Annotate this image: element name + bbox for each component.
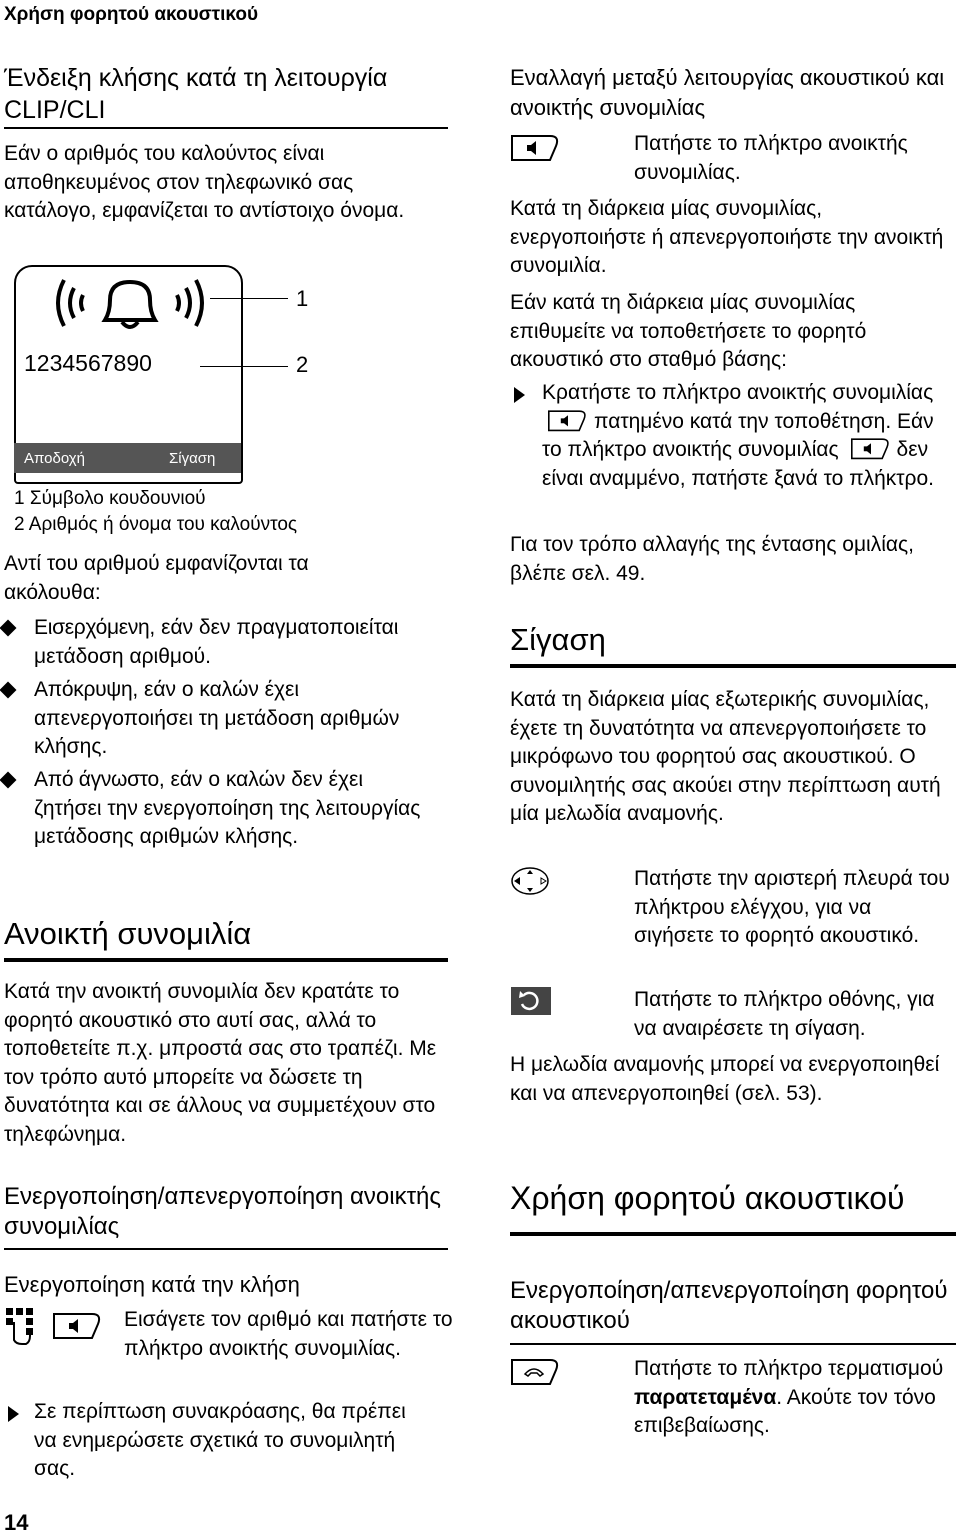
- mute-text: Κατά τη διάρκεια μίας εξωτερικής συνομιλίας, έχετε τη δυνατότητα να απενεργοποιήσετε το μικρόφωνο του φορητού σας ακουστικού. Ο συνομιλητής σας ακούει στην περίπτωση αυτή μία μελωδία αναμονής.: [510, 688, 941, 825]
- end-key-text: [634, 1355, 956, 1441]
- hold-text-a: Κρατήστε το πλήκτρο ανοικτής συνομιλίας: [542, 381, 934, 404]
- bullet-keyword: Εισερχόμενη: [34, 616, 150, 639]
- callout-line-1: [210, 298, 288, 299]
- instead-text: Αντί του αριθμού εμφανίζονται τα ακόλουθα:: [4, 552, 309, 604]
- bullet-text: , εάν ο καλών δεν έχει ζητήσει την ενεργοποίηση της λειτουργίας μετάδοσης αριθμών κλήσης.: [34, 768, 421, 848]
- speaker-key-icon: [52, 1310, 104, 1340]
- speaker-heading: Ανοικτή συνομιλία: [4, 916, 252, 951]
- speaker-text: Κατά την ανοικτή συνομιλία δεν κρατάτε το φορητό ακουστικό στο αυτί σας, αλλά το τοποθετείτε π.χ. μπροστά σας στο τραπέζι. Με τον τρόπο αυτό μπορείτε να δώσετε τη δυνατότητα και σε άλλους να συμμετέχουν στο τηλεφώνημα.: [4, 980, 437, 1146]
- caller-number: 1234567890: [24, 350, 152, 376]
- hold-text-c: δεν είναι αναμμένο, πατήστε ξανά το πλήκτρο.: [542, 438, 935, 490]
- speaker-key-icon: [546, 408, 590, 432]
- end-key-text-pre: Πατήστε το πλήκτρο τερματισμού: [634, 1357, 944, 1380]
- speaker-key-icon: [849, 436, 893, 460]
- bullet-item-unknown: [34, 766, 434, 852]
- divider: [510, 664, 956, 668]
- toggle-heading: Ενεργοποίηση/απενεργοποίηση ανοικτής συνομιλίας: [4, 1183, 441, 1240]
- bullet-item-withheld: [34, 676, 434, 762]
- arrow-bullet-icon: [8, 1406, 19, 1422]
- callout-label-2: 2: [296, 352, 309, 377]
- mute-key-text: Πατήστε την αριστερή πλευρά του πλήκτρου ελέγχου, για να σιγήσετε το φορητό ακουστικό.: [634, 867, 950, 947]
- hold-text-b: πατημένο κατά την τοποθέτηση. Εάν το πλήκτρο ανοικτής συνομιλίας: [542, 409, 934, 461]
- onoff-heading: Ενεργοποίηση/απενεργοποίηση φορητού ακουστικού: [510, 1277, 948, 1334]
- legend-2: 2 Αριθμός ή όνομα του καλούντος: [14, 514, 298, 535]
- arrow-bullet-icon: [514, 387, 525, 403]
- unmute-key-text: Πατήστε το πλήκτρο οθόνης, για να αναιρέσετε τη σίγαση.: [634, 988, 935, 1040]
- switch-key-text: Πατήστε το πλήκτρο ανοικτής συνομιλίας.: [634, 132, 908, 184]
- bullet-item-incoming: [34, 614, 448, 671]
- accept-soft-key[interactable]: Αποδοχή: [24, 450, 85, 467]
- page-number: 14: [4, 1510, 29, 1535]
- divider: [4, 1248, 448, 1250]
- switch-heading: Εναλλαγή μεταξύ λειτουργίας ακουστικού και ανοικτής συνομιλίας: [510, 65, 945, 120]
- ringer-bell-icon: [50, 272, 210, 334]
- undo-display-key-icon: [510, 986, 552, 1016]
- base-text: Εάν κατά τη διάρκεια μίας συνομιλίας επιθυμείτε να τοποθετήσετε το φορητό ακουστικό στο σταθμό βάσης:: [510, 291, 867, 371]
- control-key-left-icon: [510, 866, 550, 896]
- volume-text: Για τον τρόπο αλλαγής της έντασης ομιλίας, βλέπε σελ. 49.: [510, 533, 914, 585]
- end-key-text-bold: παρατεταμένα: [634, 1385, 777, 1409]
- mute-heading: Σίγαση: [510, 622, 606, 657]
- divider: [510, 1232, 956, 1236]
- during-text: Κατά τη διάρκεια μίας συνομιλίας, ενεργοποιήστε ή απενεργοποιήστε την ανοικτή συνομιλία.: [510, 197, 944, 277]
- handset-heading: Χρήση φορητού ακουστικού: [510, 1180, 905, 1216]
- bullet-text: , εάν δεν πραγματοποιείται μετάδοση αριθμού.: [34, 616, 399, 668]
- legend-1: 1 Σύμβολο κουδουνιού: [14, 488, 206, 509]
- bullet-keyword: Απόκρυψη: [34, 678, 133, 701]
- speaker-key-icon: [510, 132, 562, 162]
- end-key-text-post: . Ακούτε τον τόνο επιβεβαίωσης.: [634, 1385, 936, 1437]
- bullet-text: , εάν ο καλών έχει απενεργοποιήσει τη μετάδοση αριθμών κλήσης.: [34, 678, 400, 758]
- divider: [4, 958, 448, 962]
- conflict-text: Σε περίπτωση συνακρόασης, θα πρέπει να ενημερώσετε σχετικά το συνομιλητή σας.: [34, 1400, 406, 1480]
- divider: [510, 1343, 956, 1345]
- clip-intro: Εάν ο αριθμός του καλούντος είναι αποθηκευμένος στον τηλεφωνικό σας κατάλογο, εμφανίζεται το αντίστοιχο όνομα.: [4, 142, 405, 222]
- divider: [4, 127, 448, 129]
- page-header-title: Χρήση φορητού ακουστικού: [4, 4, 259, 25]
- soft-key-bar: [14, 443, 241, 473]
- callout-line-2: [200, 366, 288, 367]
- keypad-icon: [4, 1306, 44, 1346]
- mute-soft-key[interactable]: Σίγαση: [169, 450, 216, 467]
- end-call-key-icon: [510, 1356, 562, 1386]
- bullet-keyword: Από άγνωστο: [34, 768, 159, 791]
- callout-label-1: 1: [296, 286, 309, 311]
- clip-heading: Ένδειξη κλήσης κατά τη λειτουργία CLIP/CLI: [4, 64, 388, 124]
- dialing-text: Εισάγετε τον αριθμό και πατήστε το πλήκτρο ανοικτής συνομιλίας.: [124, 1308, 453, 1360]
- dialing-heading: Ενεργοποίηση κατά την κλήση: [4, 1272, 300, 1297]
- hold-instruction: [542, 379, 956, 493]
- melody-text: Η μελωδία αναμονής μπορεί να ενεργοποιηθεί και να απενεργοποιηθεί (σελ. 53).: [510, 1053, 940, 1105]
